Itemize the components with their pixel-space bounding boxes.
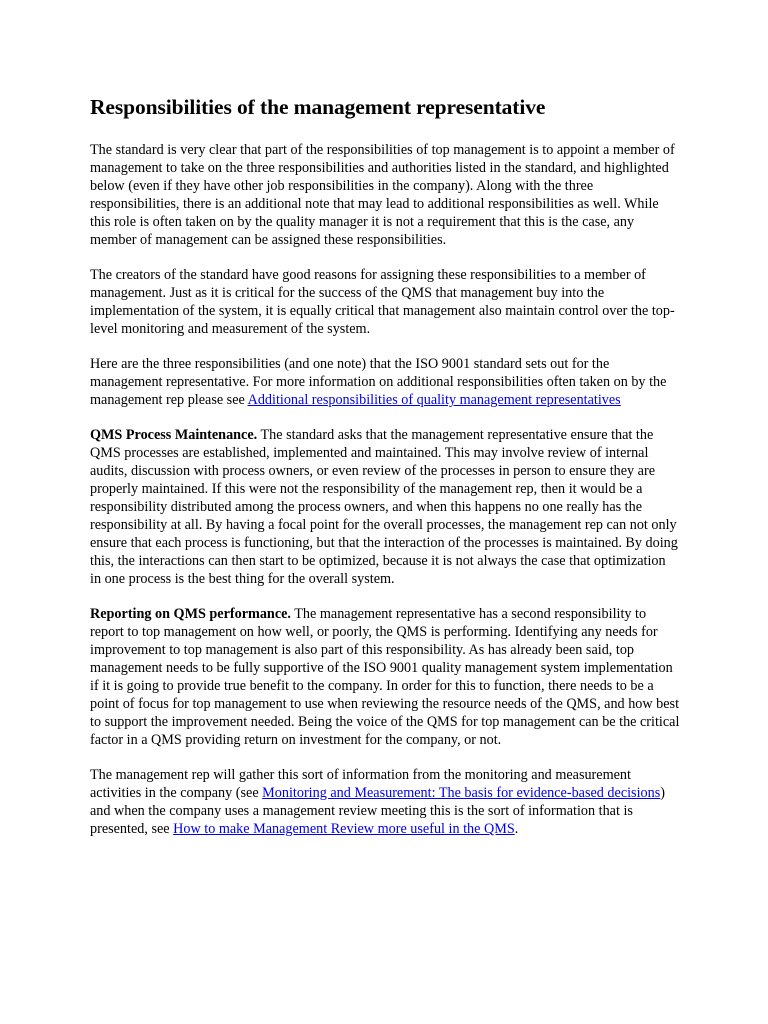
paragraph-text: The management representative has a second responsibility to report to top management on how well, or poorly, the QMS is performing. Identifying any needs for improvement to top management is also part of this responsibility. As has already been said, top management needs to be fully supportive of the ISO 9001 quality management system implementation if it is going to provide true benefit to the company. In order for this to function, there needs to be a point of focus for top management to use when reviewing the resource needs of the QMS, and how best to support the improvement needed. Being the voice of the QMS for top management can be the critical factor in a QMS providing return on investment for the company, or not. xyxy=(90,606,680,748)
link-management-review[interactable]: How to make Management Review more useful in the QMS xyxy=(173,821,515,837)
section-heading-process-maintenance: QMS Process Maintenance. xyxy=(90,427,258,443)
paragraph-information-gathering xyxy=(90,766,680,838)
section-heading-reporting-performance: Reporting on QMS performance. xyxy=(90,606,291,622)
link-additional-responsibilities[interactable]: Additional responsibilities of quality management representatives xyxy=(247,392,621,408)
paragraph-three-responsibilities xyxy=(90,355,680,409)
paragraph-reporting-performance xyxy=(90,605,680,749)
paragraph-process-maintenance xyxy=(90,426,680,588)
paragraph-text: . xyxy=(514,821,519,837)
paragraph-text: Here are the three responsibilities (and one note) that the ISO 9001 standard sets out for the management representative. For more information on additional responsibilities often taken on by the management rep please see xyxy=(90,356,667,408)
paragraph-intro: The standard is very clear that part of the responsibilities of top management is to appoint a member of management to take on the three responsibilities and authorities listed in the standard, and highlighted below (even if they have other job responsibilities in the company). Along with the three responsibilities, there is an additional note that may lead to additional responsibilities as well. While this role is often taken on by the quality manager it is not a requirement that this is the case, any member of management can be assigned these responsibilities. xyxy=(90,142,675,248)
paragraph-creators: The creators of the standard have good reasons for assigning these responsibilities to a member of management. Just as it is critical for the success of the QMS that management buy into the implementation of the system, it is equally critical that management also maintain control over the top-level monitoring and measurement of the system. xyxy=(90,267,675,337)
document-body xyxy=(90,93,680,855)
paragraph-text: ) and when the company uses a management review meeting this is the sort of information that is presented, see xyxy=(90,785,665,837)
link-monitoring-measurement[interactable]: Monitoring and Measurement: The basis for evidence-based decisions xyxy=(262,785,661,801)
paragraph-text: The standard asks that the management representative ensure that the QMS processes are established, implemented and maintained. This may involve review of internal audits, discussion with process owners, or even review of the processes in person to ensure they are properly maintained. If this were not the responsibility of the management rep, then it would be a responsibility distributed among the process owners, and when this happens no one really has the responsibility at all. By having a focal point for the overall processes, the management rep can not only ensure that each process is functioning, but that the interaction of the processes is maintained. By doing this, the interactions can then start to be optimized, because it is not always the case that optimization in one process is the best thing for the overall system. xyxy=(90,427,678,587)
paragraph-text: The management rep will gather this sort of information from the monitoring and measurement activities in the company (see xyxy=(90,767,631,801)
page-title: Responsibilities of the management representative xyxy=(90,95,546,119)
